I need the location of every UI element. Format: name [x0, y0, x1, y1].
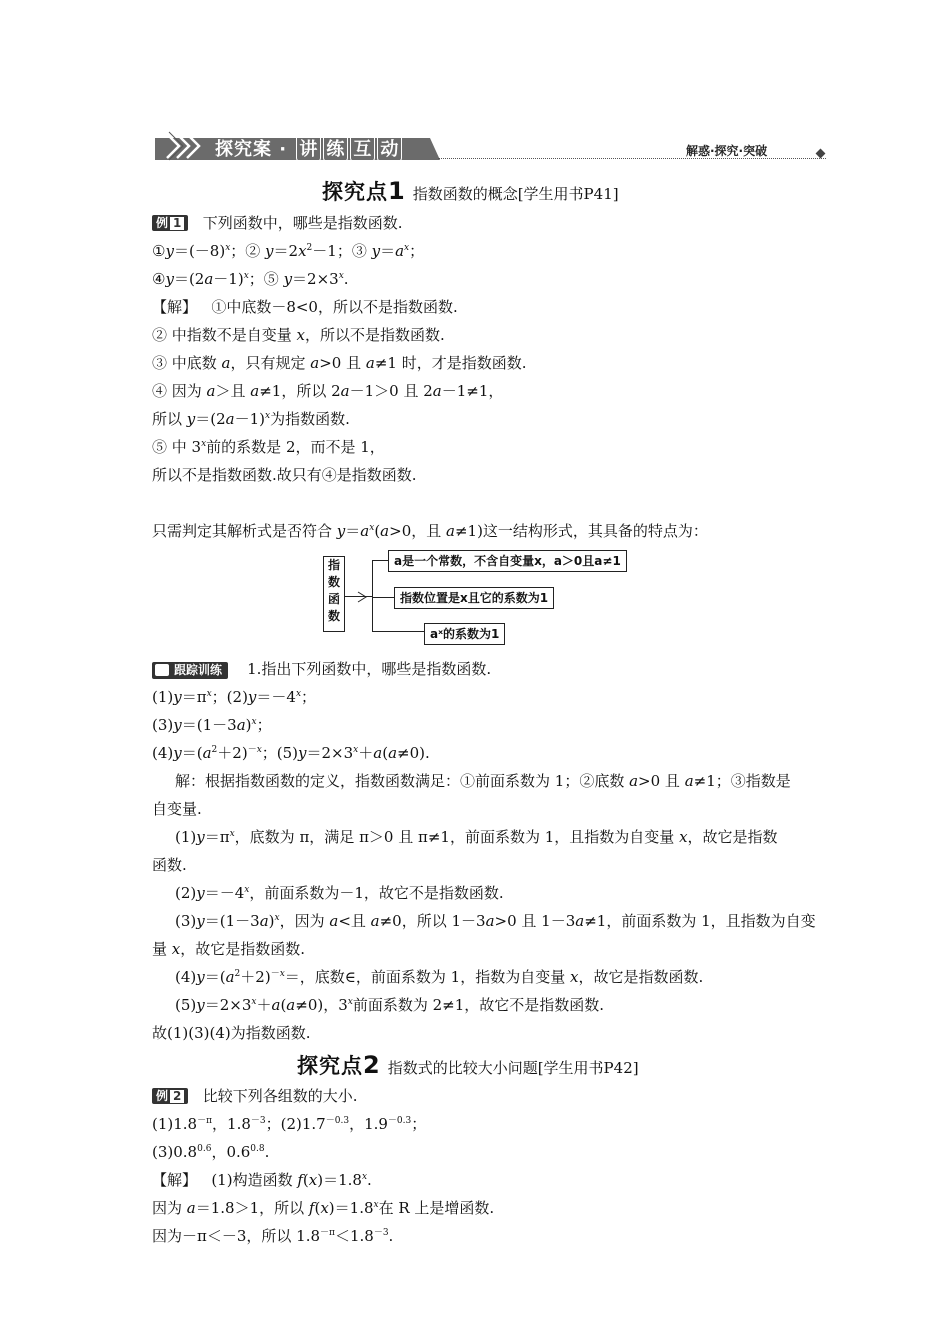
section-title-sub: 指数式的比较大小问题[学生用书P42]: [387, 1059, 639, 1077]
example-2-options: $(3)0.8^{0.6}$，$0.6^{0.8}$.: [152, 1143, 270, 1161]
example-1-options-1: $①y=(-8)^x$；② $y=2x^2-1$；③ $y=a^x$；: [152, 242, 425, 260]
solution-line: 【解】 ①中底数－8<0，所以不是指数函数.: [152, 298, 458, 316]
section-title-number: 2: [363, 1051, 380, 1079]
solution-line: 所以不是指数函数.故只有④是指数函数.: [152, 466, 417, 484]
solution-line: 因为－π＜－3，所以 $1.8^{-\pi}<1.8^{-3}$.: [152, 1227, 394, 1245]
track-solution: 量 x，故它是指数函数.: [152, 940, 306, 958]
section-title-1: [322, 176, 619, 206]
track-options: $(4)y=(a^2+2)^{-x}$；$(5)y=2\times 3^x+a(a\ne 0)$.: [152, 744, 430, 762]
diagram-item: a是一个常数，不含自变量x，a＞0且a≠1: [388, 550, 627, 572]
example-2-options: $(1)1.8^{-\pi}$，$1.8^{-3}$；$(2)1.7^{-0.3}$，$1.9^{-0.3}$；: [152, 1115, 427, 1133]
solution-line: ④ 因为 a＞且 a≠1，所以 2a－1＞0 且 2a－1≠1，: [152, 382, 504, 400]
section-title-sub: 指数函数的概念[学生用书P41]: [412, 185, 619, 203]
section-title-main: 探究点: [297, 1054, 363, 1078]
header-divider: [438, 158, 826, 159]
example-badge: 例 2: [152, 1088, 188, 1104]
solution-line: ⑤ 中 3$^x$前的系数是 2，而不是 1，: [152, 438, 385, 456]
section-title-main: 探究点: [322, 180, 388, 204]
solution-label: 【解】: [152, 1171, 198, 1189]
example-1-options-2: $④y=(2a-1)^x$；⑤ $y=2\times 3^x$.: [152, 270, 349, 288]
solution-line: 所以 $y=(2a-1)^x$为指数函数.: [152, 410, 350, 428]
banner-char: 讲: [296, 134, 321, 162]
example-2-question: [152, 1086, 357, 1106]
track-options: $(1)y=\pi^x$；$(2)y=-4^x$；: [152, 688, 317, 706]
banner-title: [215, 134, 402, 162]
track-solution: 函数.: [152, 856, 187, 874]
arrow-icon: [352, 591, 374, 603]
notebook-icon: [155, 664, 169, 676]
example-1-question: [152, 213, 402, 233]
solution-line: 因为 a＝1.8＞1，所以 $f(x)=1.8^x$在 R 上是增函数.: [152, 1199, 495, 1217]
diagram-connector: [372, 560, 373, 632]
diagram-connector: [372, 597, 394, 598]
track-question: [152, 659, 491, 679]
track-badge: 跟踪训练: [152, 662, 228, 679]
diagram-connector: [372, 560, 388, 561]
track-solution: $(2)y=-4^x$，前面系数为－1，故它不是指数函数.: [175, 884, 504, 902]
example-question-text: 比较下列各组数的大小.: [202, 1087, 358, 1105]
track-solution: $(3)y=(1-3a)^x$，因为 a<且 a≠0，所以 1－3a>0 且 1－3a≠1，前面系数为 1，且指数为自变: [175, 912, 816, 930]
header-right-label: 解惑·探究·突破: [686, 144, 768, 158]
section-banner: [155, 130, 440, 162]
banner-char: 互: [350, 134, 375, 162]
track-solution: $(4)y=(a^2+2)^{-x}=$，底数∈，前面系数为 1，指数为自变量 x，故它是指数函数.: [175, 968, 704, 986]
track-solution: $(1)y=\pi^x$，底数为 π，满足 π＞0 且 π≠1，前面系数为 1，且指数为自变量 x，故它是指数: [175, 828, 778, 846]
track-question-text: 1.指出下列函数中，哪些是指数函数.: [247, 660, 492, 678]
banner-title-part1: 探究案: [215, 139, 272, 160]
solution-label: 【解】: [152, 298, 198, 316]
track-solution: $(5)y=2\times 3^x+a(a\ne 0)$，3$^x$前面系数为 2≠1，故它不是指数函数.: [175, 996, 605, 1014]
diamond-icon: [816, 149, 826, 159]
diagram-connector: [372, 631, 424, 632]
section-title-2: [297, 1050, 639, 1080]
diagram-item: 指数位置是x且它的系数为1: [394, 587, 554, 609]
track-solution: 解：根据指数函数的定义，指数函数满足：①前面系数为 1；②底数 a>0 且 a≠1；③指数是: [175, 772, 791, 790]
section-title-number: 1: [388, 177, 405, 205]
banner-char: 动: [377, 134, 402, 162]
solution-line: ③ 中底数 a，只有规定 a>0 且 a≠1 时，才是指数函数.: [152, 354, 527, 372]
solution-line: ② 中指数不是自变量 x，所以不是指数函数.: [152, 326, 445, 344]
track-solution: 故(1)(3)(4)为指数函数.: [152, 1024, 311, 1042]
solution-line: 【解】 (1)构造函数 $f(x)=1.8^x$.: [152, 1171, 372, 1189]
example-badge: 例 1: [152, 215, 188, 231]
method-summary: 只需判定其解析式是否符合 $y=a^x(a>0$，且 a≠1)这一结构形式，其具备的特点为：: [152, 522, 708, 540]
diagram-item: aˣ的系数为1: [424, 623, 505, 645]
track-options: $(3)y=(1-3a)^x$；: [152, 716, 272, 734]
banner-dot: ·: [279, 139, 288, 160]
example-question-text: 下列函数中，哪些是指数函数.: [202, 214, 403, 232]
banner-char: 练: [323, 134, 348, 162]
diagram-root: 指 数 函 数: [323, 556, 345, 632]
track-solution: 自变量.: [152, 800, 202, 818]
